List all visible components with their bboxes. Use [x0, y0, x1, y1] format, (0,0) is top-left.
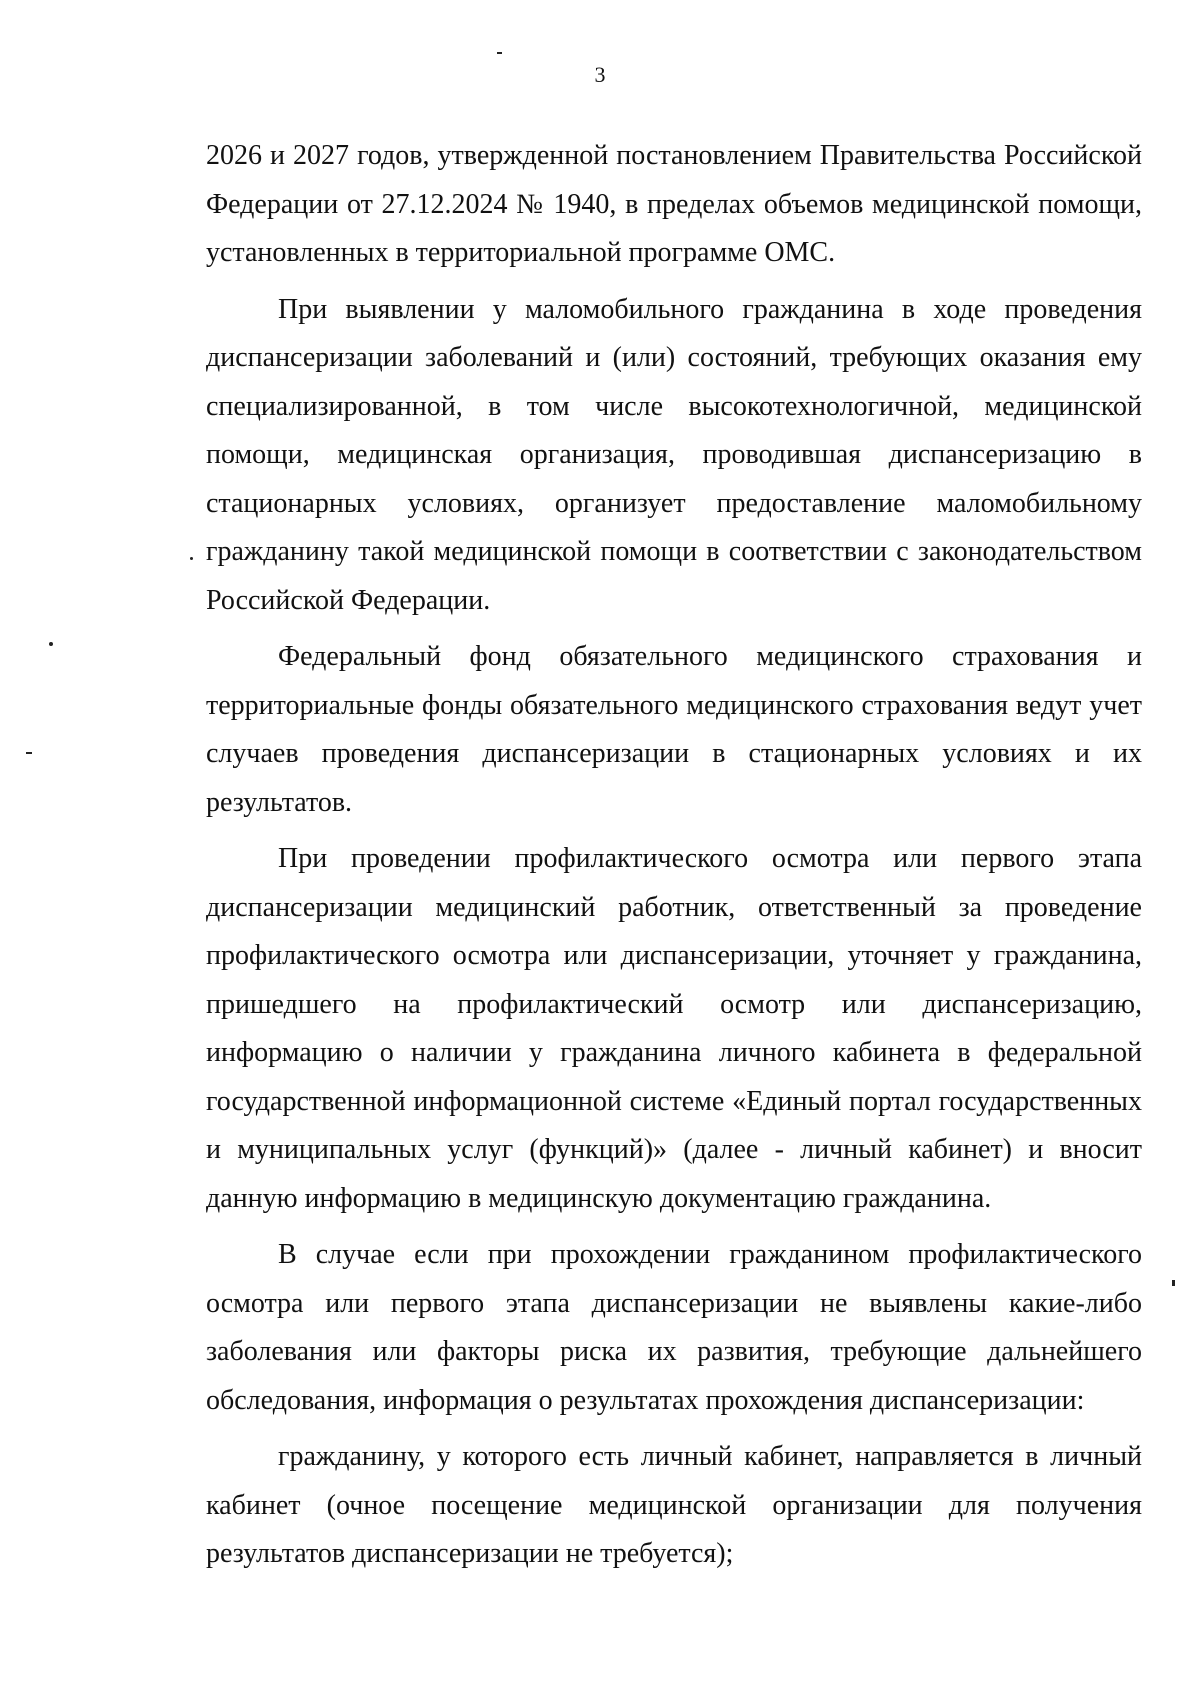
- paragraph: При проведении профилактического осмотра или первого этапа диспансеризации медицинский работник, ответственный за проведение профилактического осмотра или диспансеризации, уточняет у гражданина, пришедшего на профилактический осмотр или диспансеризацию, информацию о наличии у гражданина личного кабинета в федеральной государственной информационной системе «Единый портал государственных и муниципальных услуг (функций)» (далее - личный кабинет) и вносит данную информацию в медицинскую документацию гражданина.: [206, 843, 1142, 1214]
- scan-speck: [190, 557, 193, 560]
- document-body: [206, 132, 1142, 1587]
- page-number: 3: [594, 62, 606, 87]
- paragraph: гражданину, у которого есть личный кабинет, направляется в личный кабинет (очное посещение медицинской организации для получения результатов диспансеризации не требуется);: [206, 1441, 1142, 1569]
- paragraph: 2026 и 2027 годов, утвержденной постановлением Правительства Российской Федерации от 27.12.2024 № 1940, в пределах объемов медицинской помощи, установленных в территориальной программе ОМС.: [206, 140, 1142, 268]
- paragraph: В случае если при прохождении гражданином профилактического осмотра или первого этапа диспансеризации не выявлены какие-либо заболевания или факторы риска их развития, требующие дальнейшего обследования, информация о результатах прохождения диспансеризации:: [206, 1239, 1142, 1416]
- scan-speck: [49, 642, 53, 646]
- scan-speck: [1172, 1280, 1175, 1286]
- paragraph: При выявлении у маломобильного гражданина в ходе проведения диспансеризации заболеваний и (или) состояний, требующих оказания ему специализированной, в том числе высокотехнологичной, медицинской помощи, медицинская организация, проводившая диспансеризацию в стационарных условиях, организует предоставление маломобильному гражданину такой медицинской помощи в соответствии с законодательством Российской Федерации.: [206, 293, 1142, 616]
- scan-speck: [26, 752, 32, 754]
- paragraph: Федеральный фонд обязательного медицинского страхования и территориальные фонды обязательного медицинского страхования ведут учет случаев проведения диспансеризации в стационарных условиях и их результатов.: [206, 641, 1142, 818]
- scan-speck: [497, 52, 502, 54]
